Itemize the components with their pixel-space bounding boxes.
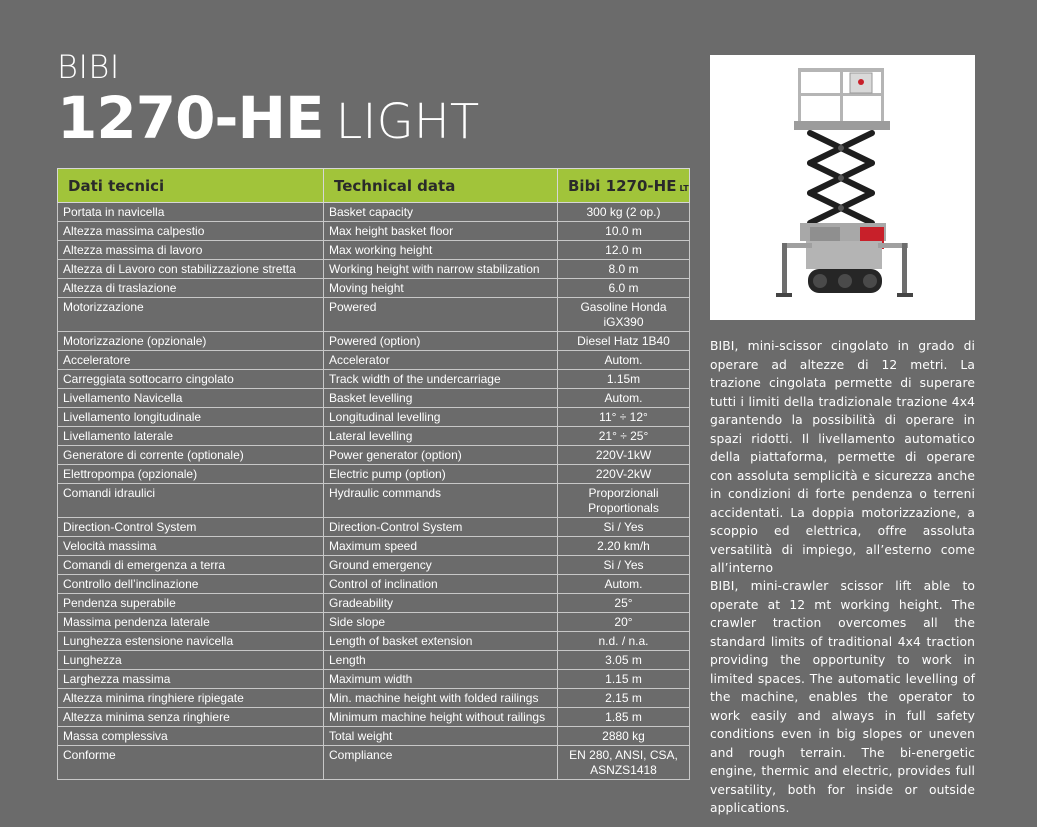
spec-label-english: Basket levelling xyxy=(324,389,558,408)
spec-label-italian: Lunghezza estensione navicella xyxy=(58,632,324,651)
spec-row xyxy=(58,465,690,484)
spec-value: 12.0 m xyxy=(558,241,690,260)
spec-row xyxy=(58,260,690,279)
spec-row xyxy=(58,575,690,594)
model-variant: LIGHT xyxy=(335,94,480,150)
spec-value: 21° ÷ 25° xyxy=(558,427,690,446)
spec-label-english: Max height basket floor xyxy=(324,222,558,241)
spec-label-italian: Carreggiata sottocarro cingolato xyxy=(58,370,324,389)
spec-label-italian: Massima pendenza laterale xyxy=(58,613,324,632)
spec-label-english: Powered xyxy=(324,298,558,332)
spec-value: 20° xyxy=(558,613,690,632)
spec-label-italian: Motorizzazione xyxy=(58,298,324,332)
spec-label-italian: Motorizzazione (opzionale) xyxy=(58,332,324,351)
spec-label-english: Power generator (option) xyxy=(324,446,558,465)
spec-value: Gasoline Honda iGX390 xyxy=(558,298,690,332)
spec-label-italian: Livellamento laterale xyxy=(58,427,324,446)
spec-label-italian: Altezza minima ringhiere ripiegate xyxy=(58,689,324,708)
spec-label-english: Working height with narrow stabilization xyxy=(324,260,558,279)
spec-row xyxy=(58,632,690,651)
spec-value: 1.85 m xyxy=(558,708,690,727)
spec-table xyxy=(57,168,690,780)
spec-value: 11° ÷ 12° xyxy=(558,408,690,427)
spec-row xyxy=(58,594,690,613)
product-photo xyxy=(710,55,975,320)
spec-row xyxy=(58,746,690,780)
spec-value: 8.0 m xyxy=(558,260,690,279)
spec-label-english: Length xyxy=(324,651,558,670)
spec-label-italian: Controllo dell’inclinazione xyxy=(58,575,324,594)
spec-value: Si / Yes xyxy=(558,556,690,575)
spec-label-english: Powered (option) xyxy=(324,332,558,351)
spec-value: 2.20 km/h xyxy=(558,537,690,556)
brand-name: BIBI xyxy=(57,48,120,86)
spec-label-english: Electric pump (option) xyxy=(324,465,558,484)
spec-label-italian: Larghezza massima xyxy=(58,670,324,689)
spec-row xyxy=(58,298,690,332)
spec-label-english: Lateral levelling xyxy=(324,427,558,446)
spec-value: Autom. xyxy=(558,389,690,408)
spec-value: 3.05 m xyxy=(558,651,690,670)
spec-label-italian: Comandi idraulici xyxy=(58,484,324,518)
header-model xyxy=(558,169,690,203)
header-model-sub: LT xyxy=(679,183,689,193)
model-title xyxy=(57,84,480,164)
spec-label-italian: Conforme xyxy=(58,746,324,780)
spec-value: 10.0 m xyxy=(558,222,690,241)
spec-label-italian: Direction-Control System xyxy=(58,518,324,537)
spec-value: Diesel Hatz 1B40 xyxy=(558,332,690,351)
spec-label-italian: Acceleratore xyxy=(58,351,324,370)
spec-label-english: Length of basket extension xyxy=(324,632,558,651)
spec-row xyxy=(58,222,690,241)
spec-label-italian: Altezza di Lavoro con stabilizzazione stretta xyxy=(58,260,324,279)
spec-label-english: Gradeability xyxy=(324,594,558,613)
spec-label-english: Track width of the undercarriage xyxy=(324,370,558,389)
spec-row xyxy=(58,689,690,708)
spec-label-english: Compliance xyxy=(324,746,558,780)
spec-value: Autom. xyxy=(558,351,690,370)
spec-value: 220V-2kW xyxy=(558,465,690,484)
spec-label-italian: Elettropompa (opzionale) xyxy=(58,465,324,484)
spec-label-english: Minimum machine height without railings xyxy=(324,708,558,727)
spec-label-english: Control of inclination xyxy=(324,575,558,594)
description-italian: BIBI, mini-scissor cingolato in grado di operare ad altezze di 12 metri. La trazione cingolata permette di superare tutti i limiti della tradizionale trazione 4x4 garantendo la possibilità di operare in spazi ridotti. Il livellamento automatico della piattaforma, permette di operare con assoluta semplicità e sicurezza anche in condizioni di forte pendenza o terreni accidentati. La doppia motorizzazione, a scoppio ed elettrica, offre assoluta versatilità di impiego, all’esterno come all’interno xyxy=(710,339,975,575)
spec-label-italian: Lunghezza xyxy=(58,651,324,670)
spec-label-italian: Livellamento longitudinale xyxy=(58,408,324,427)
spec-label-english: Direction-Control System xyxy=(324,518,558,537)
description-english: BIBI, mini-crawler scissor lift able to operate at 12 mt working height. The crawler traction overcomes all the standard limits of traditional 4x4 traction providing the opportunity to work in limited spaces. The automatic levelling of the machine, enables the operator to work easily and always in full safety conditions even in big slopes or uneven and rough terrain. The bi-energetic engine, thermic and electric, provides full versatility, both for inside or outside applications. xyxy=(710,579,975,815)
spec-value: Si / Yes xyxy=(558,518,690,537)
spec-row xyxy=(58,389,690,408)
spec-label-italian: Comandi di emergenza a terra xyxy=(58,556,324,575)
scissor-lift-image xyxy=(710,55,975,320)
spec-label-italian: Generatore di corrente (optionale) xyxy=(58,446,324,465)
spec-value: 2.15 m xyxy=(558,689,690,708)
brand-title xyxy=(57,49,479,164)
spec-value: 300 kg (2 op.) xyxy=(558,203,690,222)
spec-label-italian: Livellamento Navicella xyxy=(58,389,324,408)
spec-label-english: Max working height xyxy=(324,241,558,260)
spec-row xyxy=(58,484,690,518)
spec-label-english: Basket capacity xyxy=(324,203,558,222)
spec-label-english: Longitudinal levelling xyxy=(324,408,558,427)
spec-label-italian: Portata in navicella xyxy=(58,203,324,222)
spec-label-italian: Altezza di traslazione xyxy=(58,279,324,298)
spec-label-english: Ground emergency xyxy=(324,556,558,575)
spec-value: 220V-1kW xyxy=(558,446,690,465)
spec-row xyxy=(58,708,690,727)
spec-label-italian: Altezza minima senza ringhiere xyxy=(58,708,324,727)
spec-row xyxy=(58,727,690,746)
header-italian: Dati tecnici xyxy=(58,169,324,203)
spec-row xyxy=(58,556,690,575)
spec-label-italian: Pendenza superabile xyxy=(58,594,324,613)
spec-table-header xyxy=(58,169,690,203)
spec-row xyxy=(58,241,690,260)
spec-row xyxy=(58,332,690,351)
spec-value: Autom. xyxy=(558,575,690,594)
spec-label-english: Maximum width xyxy=(324,670,558,689)
spec-label-english: Hydraulic commands xyxy=(324,484,558,518)
spec-row xyxy=(58,518,690,537)
model-number: 1270-HE xyxy=(57,84,324,152)
spec-value: EN 280, ANSI, CSA, ASNZS1418 xyxy=(558,746,690,780)
spec-row xyxy=(58,427,690,446)
spec-row xyxy=(58,408,690,427)
spec-label-english: Min. machine height with folded railings xyxy=(324,689,558,708)
spec-value: 2880 kg xyxy=(558,727,690,746)
spec-value: 25° xyxy=(558,594,690,613)
spec-label-english: Accelerator xyxy=(324,351,558,370)
spec-row xyxy=(58,351,690,370)
spec-label-italian: Massa complessiva xyxy=(58,727,324,746)
spec-value: 6.0 m xyxy=(558,279,690,298)
spec-label-english: Side slope xyxy=(324,613,558,632)
spec-label-english: Moving height xyxy=(324,279,558,298)
spec-label-italian: Altezza massima di lavoro xyxy=(58,241,324,260)
spec-row xyxy=(58,446,690,465)
header-english: Technical data xyxy=(324,169,558,203)
spec-row xyxy=(58,651,690,670)
spec-value: 1.15 m xyxy=(558,670,690,689)
spec-label-italian: Altezza massima calpestio xyxy=(58,222,324,241)
spec-value: n.d. / n.a. xyxy=(558,632,690,651)
spec-value: Proporzionali Proportionals xyxy=(558,484,690,518)
header-model-name: Bibi 1270-HE xyxy=(568,176,677,195)
spec-label-english: Total weight xyxy=(324,727,558,746)
spec-table-body xyxy=(58,203,690,780)
spec-row xyxy=(58,203,690,222)
spec-row xyxy=(58,370,690,389)
spec-row xyxy=(58,670,690,689)
spec-row xyxy=(58,537,690,556)
spec-row xyxy=(58,613,690,632)
spec-label-english: Maximum speed xyxy=(324,537,558,556)
spec-label-italian: Velocità massima xyxy=(58,537,324,556)
spec-value: 1.15m xyxy=(558,370,690,389)
spec-row xyxy=(58,279,690,298)
